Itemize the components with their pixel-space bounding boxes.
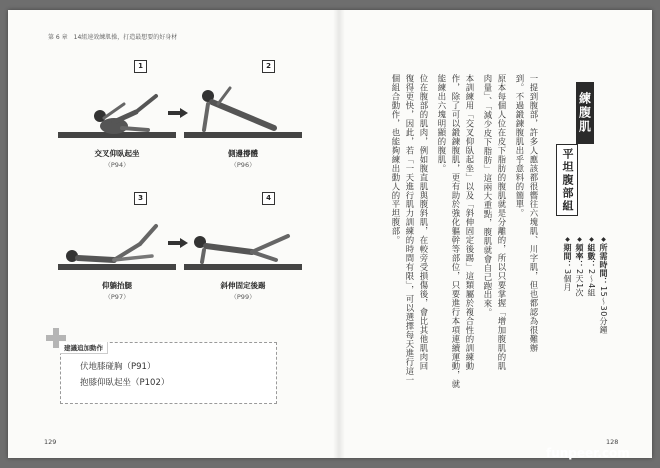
exercise-number: 4 xyxy=(262,192,275,205)
exercise-number: 3 xyxy=(134,192,147,205)
diamond-icon: ◆ xyxy=(576,236,583,244)
spec-sets: ◆組數：2～4組 xyxy=(587,236,596,298)
exercise-illustration-side-plank xyxy=(178,74,308,144)
diamond-icon: ◆ xyxy=(588,236,595,244)
body-paragraph-line: 位在腹部的肌肉，例如腹直肌與腹斜肌，在較旁受損傷後，會比其他肌肉回 xyxy=(419,74,429,371)
exercise-card-3 xyxy=(52,192,182,312)
watermark: funpeer.com xyxy=(546,446,630,460)
running-head: 第 6 章 14組速效練肌操，打造最想要的好身材 xyxy=(48,34,178,41)
spec-frequency: ◆頻率：2天1次 xyxy=(575,236,584,298)
section-title: 練腹肌 xyxy=(576,82,594,144)
book-spread xyxy=(8,10,652,458)
book-gutter xyxy=(333,10,345,458)
suggest-title: 建議追加動作 xyxy=(60,342,108,354)
spec-time: ◆所需時間：15～30分鐘 xyxy=(599,236,608,334)
exercise-page-ref: （P99） xyxy=(230,293,256,301)
exercise-name: 斜伸固定後踢 xyxy=(220,281,266,290)
exercise-number: 2 xyxy=(262,60,275,73)
exercise-name: 交叉仰臥起坐 xyxy=(94,149,140,158)
body-paragraph-line: 作，除了可以鍛鍊腹肌，更有助於強化軀幹等部位，只要進行本項連續運動，就 xyxy=(451,74,461,389)
body-paragraph-line: 個組合動作，也能夠練出動人的平坦腹部。 xyxy=(391,74,401,245)
section-subtitle: 平坦腹部組 xyxy=(556,144,578,216)
exercise-illustration-plank-kick xyxy=(178,206,308,276)
exercise-page-ref: （P97） xyxy=(104,293,130,301)
exercise-illustration-crunch xyxy=(52,74,182,144)
body-paragraph-line: 一提到腹部，許多人應該都很嚮往六塊肌、川字肌，但也都認為很難辦 xyxy=(529,74,539,353)
exercise-name: 仰躺抬腿 xyxy=(102,281,132,290)
page-number-left: 129 xyxy=(44,438,57,446)
body-paragraph-line: 復得更快，因此，若「一天進行肌力訓練的時間有限」，可以選擇每天進行這一 xyxy=(405,74,415,385)
body-paragraph-line: 原本每個人位在皮下脂肪的腹肌就是分離的，所以只要掌握「增加腹肌的肌 xyxy=(497,74,507,371)
spec-period: ◆期間：3個月 xyxy=(563,236,572,292)
exercise-page-ref: （P96） xyxy=(230,161,256,169)
exercise-page-ref: （P94） xyxy=(104,161,130,169)
suggest-item: 伏地膝碰胸（P91） xyxy=(80,362,156,372)
body-paragraph-line: 肉量」、「減少皮下脂肪」這兩大重點，腹肌就會自己跑出來。 xyxy=(483,74,493,318)
exercise-illustration-leg-raise xyxy=(52,206,182,276)
exercise-number: 1 xyxy=(134,60,147,73)
exercise-name: 側邊撐體 xyxy=(228,149,258,158)
exercise-card-2 xyxy=(178,60,308,180)
diamond-icon: ◆ xyxy=(600,236,607,244)
page-number-right: 128 xyxy=(606,438,619,446)
body-paragraph-line: 到。不過鍛鍊腹肌出乎意料的簡單。 xyxy=(515,74,525,218)
body-paragraph-line: 本訓練用「交叉仰臥起坐」以及「斜伸固定後踢」這類屬於複合性的訓練動 xyxy=(465,74,475,371)
body-paragraph-line: 能練出六塊明顯的腹肌。 xyxy=(437,74,447,173)
suggest-item: 抱膝仰臥起坐（P102） xyxy=(80,378,170,388)
diamond-icon: ◆ xyxy=(564,236,571,244)
exercise-card-4 xyxy=(178,192,308,312)
exercise-card-1 xyxy=(52,60,182,180)
